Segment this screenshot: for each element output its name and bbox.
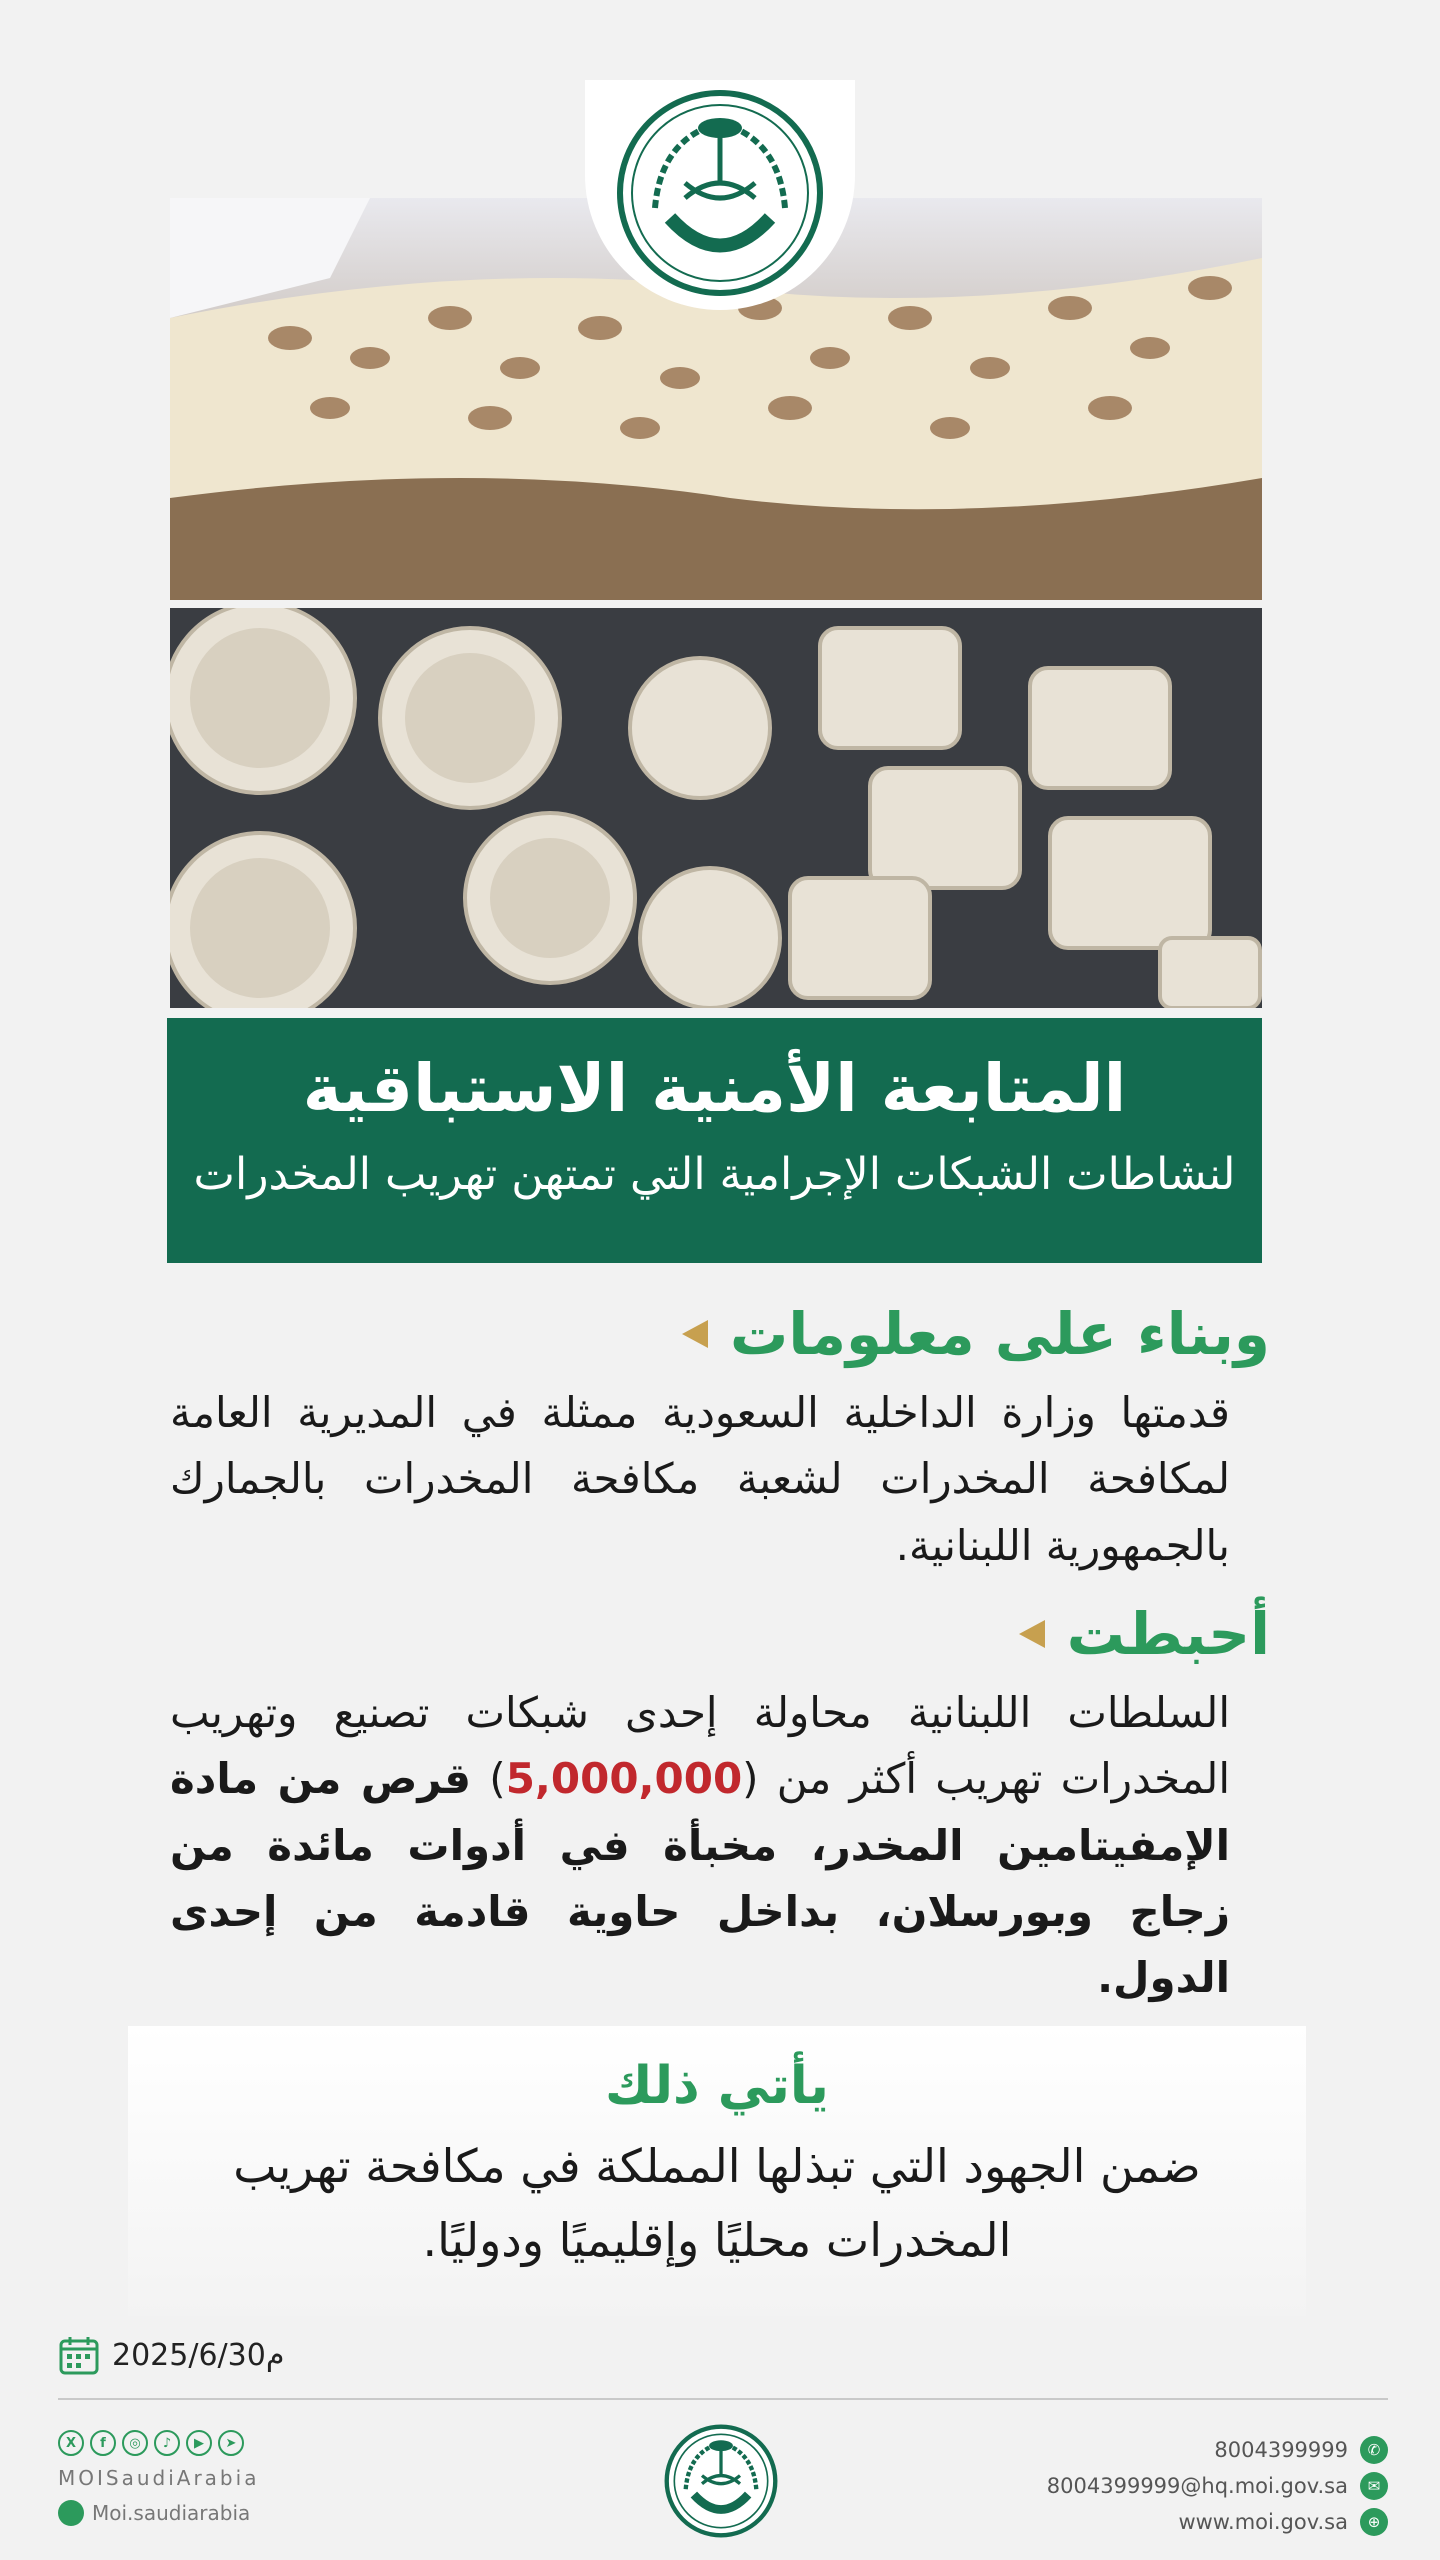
- seized-tableware-photo: [170, 608, 1262, 1008]
- section-body-text: السلطات اللبنانية محاولة إحدى شبكات تصنيع وتهريب المخدرات تهريب أكثر من (: [170, 1688, 1230, 1804]
- tablet-count-highlight: 5,000,000: [505, 1754, 743, 1804]
- date-text: 2025/6/30م: [112, 2337, 285, 2373]
- publish-date: [58, 2334, 284, 2376]
- youtube-icon[interactable]: ▶: [186, 2430, 212, 2456]
- triangle-bullet-icon: [682, 1320, 708, 1348]
- social-links: [58, 2430, 259, 2526]
- headline-subtitle: لنشاطات الشبكات الإجرامية التي تمتهن تهريب المخدرات: [193, 1148, 1236, 1200]
- phone-number: 8004399999: [1214, 2438, 1348, 2462]
- headline-banner: [167, 1018, 1262, 1263]
- section-heading-text: أحبطت: [1066, 1600, 1270, 1668]
- emblem-icon: [615, 88, 825, 298]
- snapchat-icon: [58, 2500, 84, 2526]
- email-icon: ✉: [1360, 2472, 1388, 2500]
- tiktok-icon[interactable]: ♪: [154, 2430, 180, 2456]
- x-icon[interactable]: X: [58, 2430, 84, 2456]
- social-handle[interactable]: MOISaudiArabia: [58, 2466, 260, 2490]
- section-body-paren: ): [471, 1754, 506, 1804]
- phone-icon: ✆: [1360, 2436, 1388, 2464]
- context-heading: يأتي ذلك: [605, 2056, 829, 2116]
- contact-phone[interactable]: [1047, 2432, 1388, 2468]
- instagram-icon[interactable]: ◎: [122, 2430, 148, 2456]
- section-heading-text: وبناء على معلومات: [730, 1300, 1270, 1368]
- section-body: [170, 1680, 1270, 2012]
- calendar-icon: [58, 2334, 100, 2376]
- footer-divider: [58, 2398, 1388, 2400]
- contact-info: [1047, 2432, 1388, 2540]
- contact-website[interactable]: [1047, 2504, 1388, 2540]
- ministry-emblem: [585, 80, 855, 310]
- web-icon: ⊕: [1360, 2508, 1388, 2536]
- website-url: www.moi.gov.sa: [1178, 2510, 1348, 2534]
- section-body: قدمتها وزارة الداخلية السعودية ممثلة في المديرية العامة لمكافحة المخدرات لشعبة مكافحة المخدرات بالجمارك بالجمهورية اللبنانية.: [170, 1388, 1230, 1570]
- section-foiled: [170, 1600, 1270, 2012]
- triangle-bullet-icon: [1019, 1620, 1045, 1648]
- section-heading: [170, 1600, 1270, 1668]
- email-address: 8004399999@hq.moi.gov.sa: [1046, 2474, 1348, 2498]
- telegram-icon[interactable]: ➤: [218, 2430, 244, 2456]
- section-heading: [170, 1300, 1270, 1368]
- social-icons: [58, 2430, 259, 2456]
- snapchat-handle: Moi.saudiarabia: [92, 2501, 251, 2525]
- context-box: [128, 2026, 1306, 2316]
- footer-emblem-icon: [664, 2424, 778, 2538]
- contact-email[interactable]: [1047, 2468, 1388, 2504]
- section-body-bold: قرص من مادة الإمفيتامين المخدر، مخبأة في أدوات مائدة من زجاج وبورسلان، بداخل حاوية قادمة من إحدى الدول.: [170, 1754, 1230, 2003]
- context-body: ضمن الجهود التي تبذلها المملكة في مكافحة تهريب المخدرات محليًا وإقليميًا ودوليًا.: [233, 2139, 1201, 2267]
- snapchat-link[interactable]: [58, 2500, 259, 2526]
- section-information: [170, 1300, 1270, 1579]
- headline-title: المتابعة الأمنية الاستباقية: [302, 1050, 1127, 1127]
- facebook-icon[interactable]: f: [90, 2430, 116, 2456]
